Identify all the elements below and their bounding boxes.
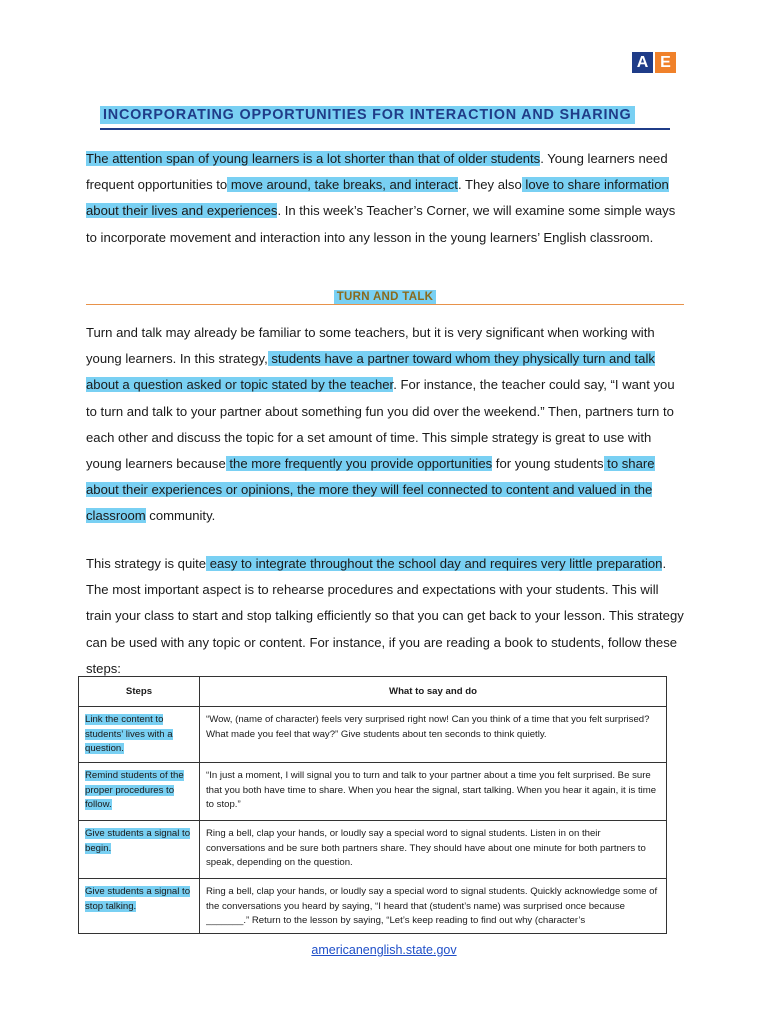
footer — [0, 941, 768, 959]
intro-paragraph — [86, 146, 686, 251]
page-title: INCORPORATING OPPORTUNITIES FOR INTERACTION AND SHARING — [100, 106, 635, 124]
turn-and-talk-paragraph — [86, 320, 686, 530]
intro-text-2: . They also — [457, 177, 522, 193]
header-what-to-say: What to say and do — [200, 677, 667, 707]
action-cell: Ring a bell, clap your hands, or loudly say a special word to signal students. Listen in on their conversations and be sure both partners share. They should have about one minute for both partners to speak, depending on the question. — [200, 821, 667, 879]
title-divider — [100, 128, 670, 130]
p1-text-3: for young students — [492, 456, 604, 472]
intro-text-1: . Young learners need frequent opportunities to — [86, 151, 668, 193]
p2-highlight-1: easy to integrate throughout the school day and requires very little preparation — [206, 556, 663, 571]
table-row — [79, 821, 667, 879]
title-container — [100, 106, 670, 124]
p2-text-2: . The most important aspect is to rehearse procedures and expectations with your students. This will train your class to start and stop talking efficiently so that you can get back to your lesson. This strategy can be used with any topic or content. For instance, if you are reading a book to students, follow these steps: — [86, 556, 684, 676]
p1-text-4: community. — [145, 508, 216, 524]
p1-highlight-1: students have a partner toward whom they physically turn and talk about a question asked or topic stated by the teacher — [86, 351, 655, 393]
ae-logo — [632, 52, 676, 73]
step-cell — [79, 707, 200, 763]
intro-highlight-3: love to share information about their lives and experiences — [86, 177, 669, 219]
step-cell — [79, 763, 200, 821]
action-text-clipped: Ring a bell, clap your hands, or loudly say a special word to signal students. Quickly acknowledge some of the conversations you heard by saying, “I heard that (student’s name) was surprised once because _______.” Return to the lesson by saying, “Let’s keep reading to find out why (character’s — [206, 886, 658, 927]
section-heading: TURN AND TALK — [334, 290, 437, 304]
logo-letter-a: A — [632, 52, 653, 73]
section-divider — [86, 304, 684, 305]
p1-text-1: Turn and talk may already be familiar to some teachers, but it is very significant when working with young learners. In this strategy, — [86, 325, 655, 367]
table-header-row — [79, 677, 667, 707]
action-cell: “In just a moment, I will signal you to turn and talk to your partner about a time you felt surprised. Be sure that you both have time to share. When you hear the signal, start talking. When you hear it again, it is time to stop.” — [200, 763, 667, 821]
p1-highlight-3: to share about their experiences or opinions, the more they will feel connected to content and valued in the classroom — [86, 456, 655, 524]
section-heading-container — [86, 287, 684, 305]
step-label: Give students a signal to begin. — [85, 828, 191, 854]
p1-text-2: . For instance, the teacher could say, “I want you to turn and talk to your partner about something fun you did over the weekend.” Then, partners turn to each other and discuss the topic for a set amount of time. This simple strategy is great to use with young learners because — [86, 377, 675, 472]
p1-highlight-2: the more frequently you provide opportunities — [225, 456, 493, 472]
steps-table — [78, 676, 667, 934]
step-cell — [79, 879, 200, 934]
intro-highlight-2: move around, take breaks, and interact — [227, 177, 458, 193]
footer-link[interactable]: americanenglish.state.gov — [311, 943, 457, 957]
step-label: Remind students of the proper procedures to follow. — [85, 770, 184, 811]
header-steps: Steps — [79, 677, 200, 707]
intro-highlight-1: The attention span of young learners is a lot shorter than that of older students — [86, 151, 541, 166]
table-row — [79, 879, 667, 934]
step-label: Link the content to students’ lives with a question. — [85, 714, 173, 755]
step-label: Give students a signal to stop talking. — [85, 886, 191, 912]
logo-letter-e: E — [655, 52, 676, 73]
action-cell — [200, 879, 667, 934]
action-cell: “Wow, (name of character) feels very surprised right now! Can you think of a time that you felt surprised? What made you feel that way?” Give students about ten seconds to think quietly. — [200, 707, 667, 763]
p2-text-1: This strategy is quite — [86, 556, 207, 571]
strategy-paragraph — [86, 551, 686, 682]
table-row — [79, 763, 667, 821]
table-row — [79, 707, 667, 763]
step-cell — [79, 821, 200, 879]
intro-text-3: . In this week’s Teacher’s Corner, we will examine some simple ways to incorporate movement and interaction into any lesson in the young learners’ English classroom. — [86, 203, 676, 245]
